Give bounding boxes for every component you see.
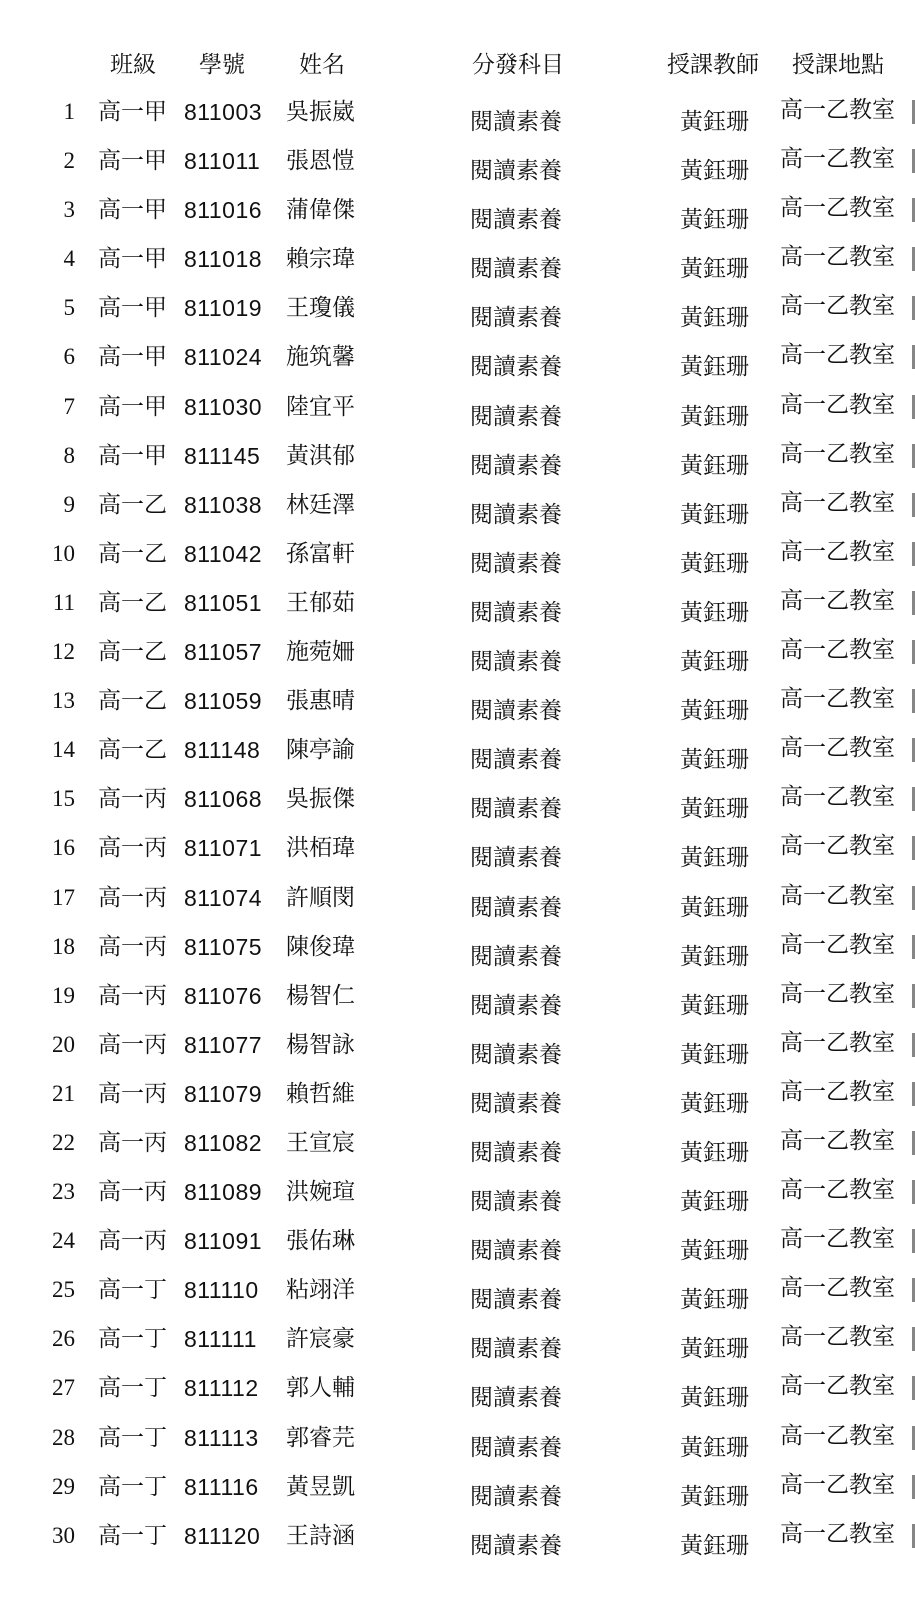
row-teacher: 黃鈺珊 <box>680 1434 749 1461</box>
row-subject: 閱讀素養 <box>470 796 562 823</box>
row-student-id: 811076 <box>184 982 263 1009</box>
row-class: 高一丙 <box>98 835 167 862</box>
row-class: 高一乙 <box>98 688 167 715</box>
row-number: 11 <box>52 589 75 615</box>
row-location: 高一乙教室 <box>780 735 895 762</box>
row-student-id: 811038 <box>184 491 263 518</box>
row-location: 高一乙教室 <box>780 1373 895 1400</box>
row-class: 高一丁 <box>98 1326 167 1353</box>
row-name: 賴宗瑋 <box>286 246 355 273</box>
row-name: 賴哲維 <box>286 1080 355 1107</box>
row-student-id: 811120 <box>184 1522 261 1549</box>
row-student-id: 811111 <box>184 1326 257 1353</box>
header-location: 授課地點 <box>792 52 884 78</box>
row-name: 吳振崴 <box>286 99 355 125</box>
row-student-id: 811079 <box>184 1080 263 1107</box>
row-teacher: 黃鈺珊 <box>680 403 749 430</box>
row-location: 高一乙教室 <box>780 244 895 271</box>
row-teacher: 黃鈺珊 <box>680 845 749 872</box>
row-name: 郭睿芫 <box>286 1424 355 1451</box>
table-row <box>0 632 915 681</box>
row-number: 30 <box>52 1522 75 1548</box>
row-teacher: 黃鈺珊 <box>680 354 749 381</box>
row-subject: 閱讀素養 <box>470 845 562 872</box>
row-teacher: 黃鈺珊 <box>680 1532 749 1559</box>
row-class: 高一乙 <box>98 540 167 567</box>
table-row <box>0 239 915 288</box>
row-subject: 閱讀素養 <box>470 158 562 185</box>
row-name: 蒲偉傑 <box>286 197 355 224</box>
row-number: 28 <box>52 1424 75 1450</box>
row-subject: 閱讀素養 <box>470 599 562 626</box>
row-name: 王宣宸 <box>286 1129 355 1156</box>
row-student-id: 811145 <box>184 442 261 469</box>
row-subject: 閱讀素養 <box>470 452 562 479</box>
header-teacher: 授課教師 <box>667 52 759 78</box>
table-row <box>0 927 915 976</box>
table-row <box>0 436 915 485</box>
row-name: 張佑琳 <box>286 1228 355 1255</box>
row-name: 楊智詠 <box>286 1031 355 1058</box>
row-teacher: 黃鈺珊 <box>680 1385 749 1412</box>
row-subject: 閱讀素養 <box>470 501 562 528</box>
row-location: 高一乙教室 <box>780 1324 895 1351</box>
row-student-id: 811148 <box>184 737 261 764</box>
row-number: 6 <box>63 344 75 370</box>
row-class: 高一丙 <box>98 1031 167 1058</box>
row-student-id: 811074 <box>184 884 263 911</box>
row-class: 高一丙 <box>98 1129 167 1156</box>
row-location: 高一乙教室 <box>780 1029 895 1056</box>
row-number: 17 <box>52 884 75 910</box>
row-student-id: 811116 <box>184 1473 259 1500</box>
row-teacher: 黃鈺珊 <box>680 599 749 626</box>
row-number: 19 <box>52 982 75 1008</box>
row-location: 高一乙教室 <box>780 784 895 811</box>
row-student-id: 811024 <box>184 344 263 371</box>
row-student-id: 811112 <box>184 1375 259 1402</box>
row-subject: 閱讀素養 <box>470 992 562 1019</box>
row-class: 高一乙 <box>98 639 167 666</box>
row-teacher: 黃鈺珊 <box>680 550 749 577</box>
row-teacher: 黃鈺珊 <box>680 1483 749 1510</box>
row-name: 王瓊儀 <box>286 295 355 322</box>
table-header <box>0 45 915 85</box>
row-class: 高一甲 <box>98 148 167 175</box>
header-class: 班級 <box>110 52 156 78</box>
row-teacher: 黃鈺珊 <box>680 1238 749 1265</box>
header-student-id: 學號 <box>199 52 245 78</box>
table-row <box>0 583 915 632</box>
row-number: 15 <box>52 786 75 812</box>
row-location: 高一乙教室 <box>780 146 895 173</box>
row-subject: 閱讀素養 <box>470 1238 562 1265</box>
row-teacher: 黃鈺珊 <box>680 109 749 135</box>
row-location: 高一乙教室 <box>780 1127 895 1154</box>
table-row <box>0 1123 915 1172</box>
row-subject: 閱讀素養 <box>470 894 562 921</box>
row-class: 高一丁 <box>98 1277 167 1304</box>
row-student-id: 811059 <box>184 688 263 715</box>
row-name: 洪婉瑄 <box>286 1179 355 1206</box>
row-class: 高一丙 <box>98 982 167 1009</box>
row-subject: 閱讀素養 <box>470 1532 562 1559</box>
row-teacher: 黃鈺珊 <box>680 992 749 1019</box>
row-teacher: 黃鈺珊 <box>680 1336 749 1363</box>
row-class: 高一乙 <box>98 589 167 616</box>
row-subject: 閱讀素養 <box>470 747 562 774</box>
table-row <box>0 878 915 927</box>
row-class: 高一丁 <box>98 1522 167 1549</box>
row-subject: 閱讀素養 <box>470 1385 562 1412</box>
row-class: 高一丙 <box>98 933 167 960</box>
row-teacher: 黃鈺珊 <box>680 207 749 234</box>
row-student-id: 811091 <box>184 1228 263 1255</box>
row-teacher: 黃鈺珊 <box>680 1090 749 1117</box>
row-location: 高一乙教室 <box>780 1226 895 1253</box>
row-number: 8 <box>63 442 75 468</box>
row-location: 高一乙教室 <box>780 195 895 222</box>
row-number: 3 <box>63 197 75 223</box>
row-teacher: 黃鈺珊 <box>680 649 749 676</box>
row-location: 高一乙教室 <box>780 1078 895 1105</box>
header-subject: 分發科目 <box>472 52 564 78</box>
row-subject: 閱讀素養 <box>470 1287 562 1314</box>
row-name: 粘翊洋 <box>286 1277 355 1304</box>
row-teacher: 黃鈺珊 <box>680 894 749 921</box>
row-name: 許宸豪 <box>286 1326 355 1353</box>
row-student-id: 811051 <box>184 589 263 616</box>
row-subject: 閱讀素養 <box>470 649 562 676</box>
table-row <box>0 779 915 828</box>
row-student-id: 811011 <box>184 148 261 175</box>
row-student-id: 811071 <box>184 835 263 862</box>
table-row <box>0 190 915 239</box>
row-name: 林廷澤 <box>286 491 355 518</box>
row-student-id: 811003 <box>184 99 263 125</box>
row-name: 郭人輔 <box>286 1375 355 1402</box>
row-number: 18 <box>52 933 75 959</box>
row-name: 陳亭諭 <box>286 737 355 764</box>
row-class: 高一丙 <box>98 1228 167 1255</box>
table-row <box>0 288 915 337</box>
row-class: 高一甲 <box>98 393 167 420</box>
row-number: 1 <box>63 99 75 124</box>
row-number: 14 <box>52 737 75 763</box>
row-student-id: 811075 <box>184 933 263 960</box>
row-class: 高一丙 <box>98 1179 167 1206</box>
row-subject: 閱讀素養 <box>470 256 562 283</box>
table-row <box>0 730 915 779</box>
row-location: 高一乙教室 <box>780 587 895 614</box>
row-location: 高一乙教室 <box>780 637 895 664</box>
row-subject: 閱讀素養 <box>470 403 562 430</box>
row-name: 張惠晴 <box>286 688 355 715</box>
table-row <box>0 1025 915 1074</box>
row-class: 高一甲 <box>98 99 167 125</box>
row-teacher: 黃鈺珊 <box>680 305 749 332</box>
row-name: 楊智仁 <box>286 982 355 1009</box>
table-row <box>0 1221 915 1270</box>
row-name: 王詩涵 <box>286 1522 355 1549</box>
row-class: 高一丁 <box>98 1424 167 1451</box>
row-subject: 閱讀素養 <box>470 698 562 725</box>
row-class: 高一丙 <box>98 1080 167 1107</box>
row-number: 7 <box>63 393 75 419</box>
row-number: 20 <box>52 1031 75 1057</box>
table-row <box>0 1074 915 1123</box>
row-number: 9 <box>63 491 75 517</box>
row-subject: 閱讀素養 <box>470 943 562 970</box>
row-number: 22 <box>52 1129 75 1155</box>
row-name: 吳振傑 <box>286 786 355 813</box>
row-class: 高一乙 <box>98 737 167 764</box>
row-subject: 閱讀素養 <box>470 305 562 332</box>
row-subject: 閱讀素養 <box>470 109 562 135</box>
row-teacher: 黃鈺珊 <box>680 698 749 725</box>
row-location: 高一乙教室 <box>780 980 895 1007</box>
row-name: 孫富軒 <box>286 540 355 567</box>
row-teacher: 黃鈺珊 <box>680 1041 749 1068</box>
table-body <box>0 92 915 1565</box>
row-subject: 閱讀素養 <box>470 354 562 381</box>
row-subject: 閱讀素養 <box>470 1434 562 1461</box>
row-location: 高一乙教室 <box>780 342 895 369</box>
row-teacher: 黃鈺珊 <box>680 796 749 823</box>
row-location: 高一乙教室 <box>780 489 895 516</box>
table-row <box>0 828 915 877</box>
table-row <box>0 1319 915 1368</box>
row-student-id: 811030 <box>184 393 263 420</box>
row-teacher: 黃鈺珊 <box>680 1189 749 1216</box>
row-number: 16 <box>52 835 75 861</box>
table-row <box>0 337 915 386</box>
row-number: 29 <box>52 1473 75 1499</box>
row-location: 高一乙教室 <box>780 1422 895 1449</box>
row-student-id: 811016 <box>184 197 263 224</box>
row-subject: 閱讀素養 <box>470 207 562 234</box>
row-number: 2 <box>63 148 75 174</box>
row-student-id: 811089 <box>184 1179 263 1206</box>
row-student-id: 811068 <box>184 786 263 813</box>
row-name: 陸宜平 <box>286 393 355 420</box>
row-number: 13 <box>52 688 75 714</box>
row-teacher: 黃鈺珊 <box>680 747 749 774</box>
row-subject: 閱讀素養 <box>470 1336 562 1363</box>
row-number: 4 <box>63 246 75 272</box>
row-class: 高一丁 <box>98 1375 167 1402</box>
row-teacher: 黃鈺珊 <box>680 452 749 479</box>
row-class: 高一丙 <box>98 884 167 911</box>
row-student-id: 811110 <box>184 1277 259 1304</box>
table-row <box>0 1172 915 1221</box>
row-name: 許順閔 <box>286 884 355 911</box>
row-location: 高一乙教室 <box>780 1520 895 1547</box>
table-row <box>0 92 915 141</box>
row-name: 張恩愷 <box>286 148 355 175</box>
row-class: 高一丙 <box>98 786 167 813</box>
table-row <box>0 387 915 436</box>
row-student-id: 811082 <box>184 1129 263 1156</box>
row-number: 23 <box>52 1179 75 1205</box>
row-number: 21 <box>52 1080 75 1106</box>
table-row <box>0 1467 915 1516</box>
row-name: 王郁茹 <box>286 589 355 616</box>
row-name: 施菀姍 <box>286 639 355 666</box>
table-row <box>0 534 915 583</box>
row-location: 高一乙教室 <box>780 440 895 467</box>
row-location: 高一乙教室 <box>780 1471 895 1498</box>
row-teacher: 黃鈺珊 <box>680 158 749 185</box>
row-subject: 閱讀素養 <box>470 550 562 577</box>
row-name: 黃昱凱 <box>286 1473 355 1500</box>
row-name: 陳俊瑋 <box>286 933 355 960</box>
row-teacher: 黃鈺珊 <box>680 943 749 970</box>
row-subject: 閱讀素養 <box>470 1189 562 1216</box>
row-student-id: 811113 <box>184 1424 259 1451</box>
row-class: 高一甲 <box>98 442 167 469</box>
row-subject: 閱讀素養 <box>470 1041 562 1068</box>
row-number: 10 <box>52 540 75 566</box>
row-class: 高一甲 <box>98 344 167 371</box>
row-number: 25 <box>52 1277 75 1303</box>
row-student-id: 811018 <box>184 246 263 273</box>
row-name: 洪栢瑋 <box>286 835 355 862</box>
row-location: 高一乙教室 <box>780 833 895 860</box>
row-number: 24 <box>52 1228 75 1254</box>
table-row <box>0 1418 915 1467</box>
table-row <box>0 1368 915 1417</box>
table-row <box>0 976 915 1025</box>
row-location: 高一乙教室 <box>780 1275 895 1302</box>
row-student-id: 811042 <box>184 540 263 567</box>
row-number: 12 <box>52 639 75 665</box>
row-number: 5 <box>63 295 75 321</box>
row-location: 高一乙教室 <box>780 97 895 123</box>
row-student-id: 811019 <box>184 295 263 322</box>
row-class: 高一甲 <box>98 246 167 273</box>
row-student-id: 811077 <box>184 1031 263 1058</box>
row-teacher: 黃鈺珊 <box>680 256 749 283</box>
table-row <box>0 681 915 730</box>
row-location: 高一乙教室 <box>780 686 895 713</box>
table-row <box>0 485 915 534</box>
row-teacher: 黃鈺珊 <box>680 1287 749 1314</box>
row-teacher: 黃鈺珊 <box>680 501 749 528</box>
row-class: 高一丁 <box>98 1473 167 1500</box>
table-row <box>0 1270 915 1319</box>
row-location: 高一乙教室 <box>780 293 895 320</box>
row-class: 高一甲 <box>98 197 167 224</box>
row-subject: 閱讀素養 <box>470 1090 562 1117</box>
header-name: 姓名 <box>299 52 345 78</box>
table-row <box>0 1516 915 1565</box>
row-number: 26 <box>52 1326 75 1352</box>
row-class: 高一乙 <box>98 491 167 518</box>
row-location: 高一乙教室 <box>780 1177 895 1204</box>
row-name: 施筑馨 <box>286 344 355 371</box>
row-location: 高一乙教室 <box>780 882 895 909</box>
row-teacher: 黃鈺珊 <box>680 1139 749 1166</box>
row-subject: 閱讀素養 <box>470 1139 562 1166</box>
row-student-id: 811057 <box>184 639 263 666</box>
row-name: 黃淇郁 <box>286 442 355 469</box>
row-location: 高一乙教室 <box>780 391 895 418</box>
row-class: 高一甲 <box>98 295 167 322</box>
table-row <box>0 141 915 190</box>
row-number: 27 <box>52 1375 75 1401</box>
row-subject: 閱讀素養 <box>470 1483 562 1510</box>
row-location: 高一乙教室 <box>780 931 895 958</box>
row-location: 高一乙教室 <box>780 538 895 565</box>
